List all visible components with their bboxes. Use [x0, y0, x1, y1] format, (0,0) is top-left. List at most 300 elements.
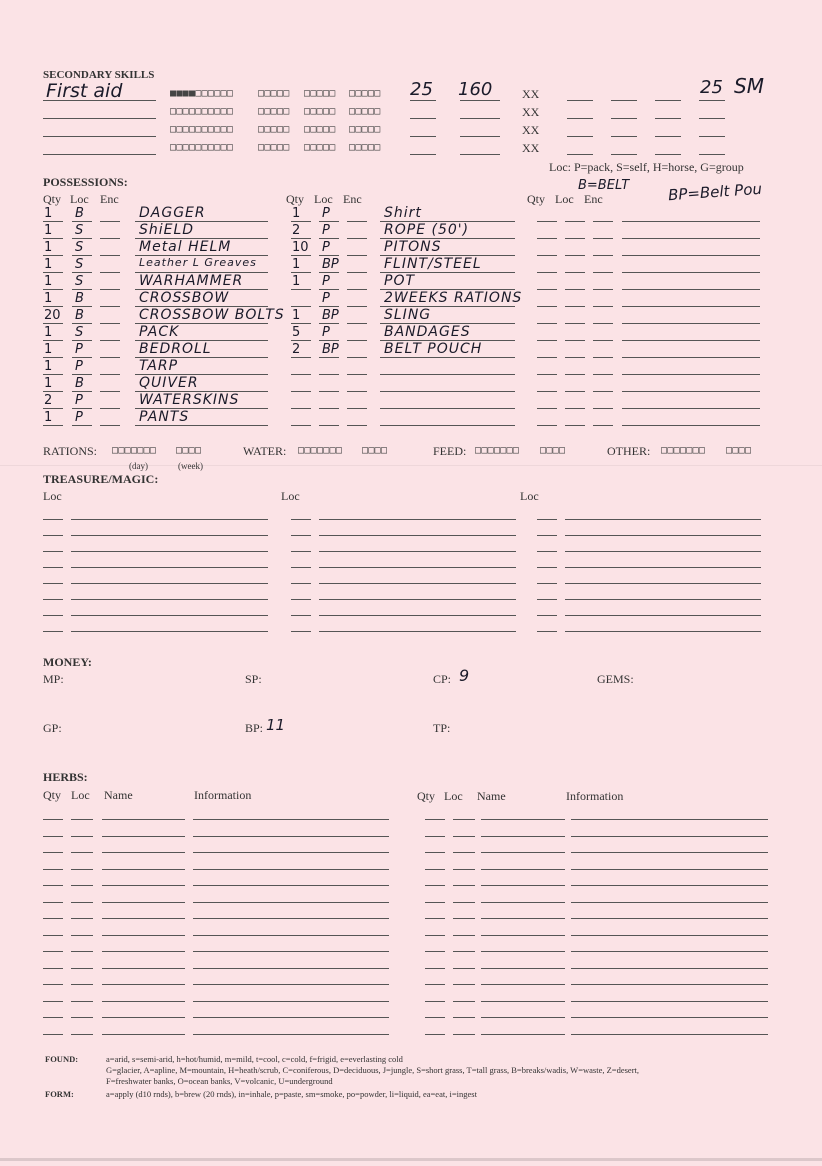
- herb-entry-line[interactable]: [71, 984, 93, 985]
- herb-entry-line[interactable]: [102, 869, 185, 870]
- possession-qty-line[interactable]: [291, 357, 311, 358]
- herb-entry-line[interactable]: [43, 935, 63, 936]
- skill-field-line[interactable]: [699, 136, 725, 137]
- possession-loc-line[interactable]: [72, 221, 92, 222]
- possession-enc-line[interactable]: [593, 323, 613, 324]
- possession-enc-line[interactable]: [593, 221, 613, 222]
- treasure-loc-line[interactable]: [291, 551, 311, 552]
- possession-loc[interactable]: P: [322, 206, 330, 221]
- possession-loc-line[interactable]: [565, 255, 585, 256]
- herb-entry-line[interactable]: [43, 819, 63, 820]
- possession-loc-line[interactable]: [72, 272, 92, 273]
- possession-item-line[interactable]: [622, 238, 760, 239]
- possession-enc-line[interactable]: [347, 306, 367, 307]
- treasure-item-line[interactable]: [319, 567, 516, 568]
- possession-qty-line[interactable]: [537, 425, 557, 426]
- herb-entry-line[interactable]: [571, 852, 768, 853]
- herb-entry-line[interactable]: [193, 968, 389, 969]
- possession-loc-line[interactable]: [319, 340, 339, 341]
- treasure-loc-line[interactable]: [537, 599, 557, 600]
- treasure-loc-line[interactable]: [537, 519, 557, 520]
- possession-loc-line[interactable]: [319, 374, 339, 375]
- herb-entry-line[interactable]: [71, 1034, 93, 1035]
- possession-loc-line[interactable]: [72, 306, 92, 307]
- skill-field-line[interactable]: [460, 136, 500, 137]
- money-bp-value[interactable]: 11: [266, 716, 286, 734]
- possession-loc-line[interactable]: [565, 306, 585, 307]
- treasure-loc-line[interactable]: [291, 615, 311, 616]
- possession-loc-line[interactable]: [319, 255, 339, 256]
- herb-entry-line[interactable]: [43, 869, 63, 870]
- herb-entry-line[interactable]: [425, 1017, 445, 1018]
- possession-qty[interactable]: 1: [292, 257, 301, 272]
- possession-qty[interactable]: 1: [44, 376, 53, 391]
- possession-item-line[interactable]: [380, 408, 515, 409]
- possession-qty-line[interactable]: [537, 306, 557, 307]
- possession-qty-line[interactable]: [43, 221, 63, 222]
- possession-enc-line[interactable]: [347, 357, 367, 358]
- herb-entry-line[interactable]: [43, 918, 63, 919]
- herb-entry-line[interactable]: [102, 819, 185, 820]
- possession-enc-line[interactable]: [100, 306, 120, 307]
- possession-enc-line[interactable]: [100, 323, 120, 324]
- possession-loc[interactable]: B: [75, 291, 84, 306]
- possession-item[interactable]: FLINT/STEEL: [384, 256, 482, 272]
- herb-entry-line[interactable]: [425, 935, 445, 936]
- possession-qty[interactable]: 1: [44, 325, 53, 340]
- possession-loc[interactable]: P: [322, 291, 330, 306]
- skill-rank-boxes[interactable]: □□□□□: [258, 142, 290, 153]
- possession-loc-line[interactable]: [565, 374, 585, 375]
- herb-entry-line[interactable]: [481, 1001, 565, 1002]
- skill-rank-boxes[interactable]: □□□□□□□□□□: [170, 142, 234, 153]
- herb-entry-line[interactable]: [453, 902, 475, 903]
- treasure-loc-line[interactable]: [43, 583, 63, 584]
- possession-qty-line[interactable]: [43, 425, 63, 426]
- possession-item[interactable]: DAGGER: [139, 205, 206, 221]
- treasure-item-line[interactable]: [71, 567, 268, 568]
- treasure-loc-line[interactable]: [43, 615, 63, 616]
- possession-loc[interactable]: P: [75, 410, 83, 425]
- herb-entry-line[interactable]: [102, 951, 185, 952]
- treasure-item-line[interactable]: [565, 599, 761, 600]
- treasure-loc-line[interactable]: [537, 631, 557, 632]
- possession-loc-line[interactable]: [319, 238, 339, 239]
- possession-loc-line[interactable]: [565, 425, 585, 426]
- treasure-loc-line[interactable]: [43, 551, 63, 552]
- herb-entry-line[interactable]: [481, 902, 565, 903]
- possession-loc[interactable]: P: [75, 342, 83, 357]
- possession-enc-line[interactable]: [593, 238, 613, 239]
- possession-enc-line[interactable]: [593, 306, 613, 307]
- herb-entry-line[interactable]: [71, 918, 93, 919]
- herb-entry-line[interactable]: [43, 951, 63, 952]
- skill-field-line[interactable]: [460, 154, 500, 155]
- herb-entry-line[interactable]: [453, 1001, 475, 1002]
- possession-loc-line[interactable]: [319, 289, 339, 290]
- possession-loc-line[interactable]: [319, 391, 339, 392]
- possession-qty[interactable]: 1: [44, 410, 53, 425]
- skill-rank-boxes[interactable]: □□□□□: [304, 124, 336, 135]
- possession-qty-line[interactable]: [291, 391, 311, 392]
- possession-enc-line[interactable]: [347, 238, 367, 239]
- herb-entry-line[interactable]: [102, 1001, 185, 1002]
- possession-item-line[interactable]: [380, 391, 515, 392]
- herb-entry-line[interactable]: [571, 1017, 768, 1018]
- skill-stat-value[interactable]: SM: [734, 74, 764, 98]
- possession-qty-line[interactable]: [537, 374, 557, 375]
- herb-entry-line[interactable]: [43, 1001, 63, 1002]
- possession-loc-line[interactable]: [72, 340, 92, 341]
- possession-qty[interactable]: 20: [44, 308, 61, 323]
- possession-qty-line[interactable]: [291, 340, 311, 341]
- water-day-boxes[interactable]: □□□□□□□: [298, 445, 343, 456]
- treasure-item-line[interactable]: [71, 583, 268, 584]
- herb-entry-line[interactable]: [453, 819, 475, 820]
- possession-item-line[interactable]: [380, 357, 515, 358]
- herb-entry-line[interactable]: [425, 984, 445, 985]
- possession-enc-line[interactable]: [593, 272, 613, 273]
- possession-qty-line[interactable]: [537, 391, 557, 392]
- possession-qty-line[interactable]: [537, 238, 557, 239]
- herb-entry-line[interactable]: [453, 935, 475, 936]
- herb-entry-line[interactable]: [43, 1017, 63, 1018]
- herb-entry-line[interactable]: [193, 819, 389, 820]
- herb-entry-line[interactable]: [571, 968, 768, 969]
- possession-loc-line[interactable]: [319, 272, 339, 273]
- skill-field-line[interactable]: [655, 118, 681, 119]
- herb-entry-line[interactable]: [193, 935, 389, 936]
- possession-qty-line[interactable]: [537, 289, 557, 290]
- herb-entry-line[interactable]: [102, 935, 185, 936]
- possession-qty-line[interactable]: [43, 374, 63, 375]
- possession-enc-line[interactable]: [593, 255, 613, 256]
- skill-field-line[interactable]: [611, 136, 637, 137]
- other-week-boxes[interactable]: □□□□: [726, 445, 752, 456]
- possession-qty[interactable]: 1: [292, 308, 301, 323]
- skill-field-line[interactable]: [410, 100, 436, 101]
- treasure-loc-line[interactable]: [291, 599, 311, 600]
- possession-loc-line[interactable]: [72, 238, 92, 239]
- herb-entry-line[interactable]: [193, 885, 389, 886]
- herb-entry-line[interactable]: [481, 1017, 565, 1018]
- possession-enc-line[interactable]: [100, 357, 120, 358]
- possession-qty[interactable]: 1: [44, 223, 53, 238]
- treasure-item-line[interactable]: [565, 615, 761, 616]
- herb-entry-line[interactable]: [71, 902, 93, 903]
- possession-qty-line[interactable]: [291, 238, 311, 239]
- treasure-item-line[interactable]: [565, 567, 761, 568]
- possession-enc-line[interactable]: [593, 408, 613, 409]
- herb-entry-line[interactable]: [453, 836, 475, 837]
- skill-field-line[interactable]: [410, 118, 436, 119]
- possession-loc[interactable]: BP: [322, 257, 339, 272]
- herb-entry-line[interactable]: [193, 951, 389, 952]
- skill-field-line[interactable]: [410, 154, 436, 155]
- possession-item-line[interactable]: [622, 221, 760, 222]
- possession-enc-line[interactable]: [100, 374, 120, 375]
- possession-loc-line[interactable]: [319, 306, 339, 307]
- possession-item-line[interactable]: [622, 374, 760, 375]
- skill-field-line[interactable]: [611, 100, 637, 101]
- possession-item-line[interactable]: [380, 425, 515, 426]
- possession-enc-line[interactable]: [100, 425, 120, 426]
- possession-enc-line[interactable]: [347, 272, 367, 273]
- possession-qty-line[interactable]: [43, 289, 63, 290]
- possession-loc-line[interactable]: [565, 340, 585, 341]
- possession-enc-line[interactable]: [347, 374, 367, 375]
- herb-entry-line[interactable]: [71, 885, 93, 886]
- possession-item-line[interactable]: [622, 323, 760, 324]
- treasure-loc-line[interactable]: [291, 567, 311, 568]
- possession-enc-line[interactable]: [347, 221, 367, 222]
- possession-loc[interactable]: B: [75, 308, 84, 323]
- possession-loc-line[interactable]: [319, 221, 339, 222]
- possession-item[interactable]: CROSSBOW BOLTS: [139, 307, 285, 323]
- possession-item-line[interactable]: [622, 391, 760, 392]
- possession-enc-line[interactable]: [100, 255, 120, 256]
- possession-item-line[interactable]: [622, 340, 760, 341]
- possession-qty-line[interactable]: [43, 255, 63, 256]
- treasure-item-line[interactable]: [565, 583, 761, 584]
- treasure-item-line[interactable]: [319, 631, 516, 632]
- skill-rank-boxes[interactable]: □□□□□: [258, 106, 290, 117]
- herb-entry-line[interactable]: [571, 935, 768, 936]
- treasure-loc-line[interactable]: [43, 567, 63, 568]
- treasure-item-line[interactable]: [319, 615, 516, 616]
- skill-field-line[interactable]: [567, 100, 593, 101]
- possession-loc-line[interactable]: [565, 323, 585, 324]
- herb-entry-line[interactable]: [453, 1034, 475, 1035]
- possession-qty-line[interactable]: [43, 306, 63, 307]
- possession-qty-line[interactable]: [537, 255, 557, 256]
- skill-value-1[interactable]: 25: [410, 79, 433, 100]
- skill-field-line[interactable]: [655, 154, 681, 155]
- other-day-boxes[interactable]: □□□□□□□: [661, 445, 706, 456]
- herb-entry-line[interactable]: [193, 852, 389, 853]
- herb-entry-line[interactable]: [193, 869, 389, 870]
- possession-item[interactable]: BEDROLL: [139, 341, 212, 357]
- herb-entry-line[interactable]: [425, 951, 445, 952]
- possession-loc-line[interactable]: [72, 425, 92, 426]
- treasure-loc-line[interactable]: [291, 631, 311, 632]
- herb-entry-line[interactable]: [102, 918, 185, 919]
- herb-entry-line[interactable]: [453, 951, 475, 952]
- herb-entry-line[interactable]: [193, 902, 389, 903]
- treasure-loc-line[interactable]: [43, 631, 63, 632]
- herb-entry-line[interactable]: [71, 1017, 93, 1018]
- herb-entry-line[interactable]: [481, 836, 565, 837]
- possession-item-line[interactable]: [622, 408, 760, 409]
- herb-entry-line[interactable]: [193, 1017, 389, 1018]
- skill-rank-boxes[interactable]: □□□□□: [304, 88, 336, 99]
- skill-field-line[interactable]: [655, 136, 681, 137]
- herb-entry-line[interactable]: [481, 951, 565, 952]
- treasure-item-line[interactable]: [71, 599, 268, 600]
- skill-field-line[interactable]: [699, 100, 725, 101]
- herb-entry-line[interactable]: [425, 836, 445, 837]
- treasure-loc-line[interactable]: [537, 567, 557, 568]
- treasure-loc-line[interactable]: [291, 583, 311, 584]
- possession-enc-line[interactable]: [100, 340, 120, 341]
- treasure-item-line[interactable]: [565, 631, 761, 632]
- herb-entry-line[interactable]: [43, 1034, 63, 1035]
- possession-enc-line[interactable]: [100, 221, 120, 222]
- possession-item[interactable]: ShiELD: [139, 222, 195, 238]
- rations-week-boxes[interactable]: □□□□: [176, 445, 202, 456]
- herb-entry-line[interactable]: [481, 935, 565, 936]
- possession-loc-line[interactable]: [72, 374, 92, 375]
- possession-item[interactable]: Shirt: [384, 205, 422, 221]
- possession-qty-line[interactable]: [43, 391, 63, 392]
- possession-loc-line[interactable]: [565, 391, 585, 392]
- possession-loc-line[interactable]: [72, 289, 92, 290]
- treasure-item-line[interactable]: [319, 519, 516, 520]
- possession-qty-line[interactable]: [291, 255, 311, 256]
- herb-entry-line[interactable]: [453, 968, 475, 969]
- herb-entry-line[interactable]: [43, 984, 63, 985]
- herb-entry-line[interactable]: [71, 852, 93, 853]
- possession-loc[interactable]: S: [75, 223, 84, 238]
- herb-entry-line[interactable]: [71, 869, 93, 870]
- herb-entry-line[interactable]: [43, 852, 63, 853]
- herb-entry-line[interactable]: [571, 819, 768, 820]
- skill-rank-boxes[interactable]: □□□□□□□□□□: [170, 106, 234, 117]
- possession-item-line[interactable]: [622, 357, 760, 358]
- possession-loc[interactable]: P: [322, 223, 330, 238]
- herb-entry-line[interactable]: [425, 968, 445, 969]
- herb-entry-line[interactable]: [102, 1017, 185, 1018]
- possession-enc-line[interactable]: [593, 340, 613, 341]
- possession-loc[interactable]: B: [75, 376, 84, 391]
- possession-item-line[interactable]: [622, 306, 760, 307]
- treasure-item-line[interactable]: [565, 535, 761, 536]
- possession-loc-line[interactable]: [565, 238, 585, 239]
- herb-entry-line[interactable]: [453, 852, 475, 853]
- possession-item[interactable]: PITONS: [384, 239, 442, 255]
- possession-loc-line[interactable]: [72, 255, 92, 256]
- herb-entry-line[interactable]: [193, 1034, 389, 1035]
- possession-item-line[interactable]: [622, 255, 760, 256]
- possession-qty-line[interactable]: [291, 425, 311, 426]
- herb-entry-line[interactable]: [571, 984, 768, 985]
- possession-qty-line[interactable]: [537, 357, 557, 358]
- treasure-loc-line[interactable]: [537, 583, 557, 584]
- possession-enc-line[interactable]: [347, 408, 367, 409]
- herb-entry-line[interactable]: [481, 819, 565, 820]
- herb-entry-line[interactable]: [571, 951, 768, 952]
- treasure-item-line[interactable]: [565, 519, 761, 520]
- herb-entry-line[interactable]: [481, 885, 565, 886]
- possession-loc-line[interactable]: [565, 408, 585, 409]
- skill-rank-boxes[interactable]: □□□□□: [349, 142, 381, 153]
- possession-item[interactable]: WARHAMMER: [139, 273, 244, 289]
- herb-entry-line[interactable]: [193, 836, 389, 837]
- possession-item[interactable]: PANTS: [139, 409, 190, 425]
- herb-entry-line[interactable]: [481, 918, 565, 919]
- possession-loc[interactable]: S: [75, 274, 84, 289]
- possession-item[interactable]: ROPE (50'): [384, 222, 470, 238]
- possession-qty[interactable]: 1: [44, 274, 53, 289]
- possession-qty[interactable]: 2: [292, 223, 301, 238]
- possession-loc-line[interactable]: [72, 323, 92, 324]
- possession-loc-line[interactable]: [319, 357, 339, 358]
- treasure-item-line[interactable]: [71, 535, 268, 536]
- skill-rank-boxes[interactable]: □□□□□: [304, 142, 336, 153]
- possession-qty-line[interactable]: [537, 340, 557, 341]
- possession-enc-line[interactable]: [100, 391, 120, 392]
- possession-loc[interactable]: P: [322, 325, 330, 340]
- possession-item[interactable]: POT: [384, 273, 416, 289]
- treasure-loc-line[interactable]: [537, 615, 557, 616]
- treasure-item-line[interactable]: [565, 551, 761, 552]
- possession-loc[interactable]: S: [75, 240, 84, 255]
- herb-entry-line[interactable]: [425, 918, 445, 919]
- possession-loc[interactable]: P: [322, 240, 330, 255]
- possession-qty-line[interactable]: [291, 374, 311, 375]
- possession-loc-line[interactable]: [72, 391, 92, 392]
- herb-entry-line[interactable]: [102, 885, 185, 886]
- possession-item[interactable]: QUIVER: [139, 375, 199, 391]
- possession-loc[interactable]: P: [75, 359, 83, 374]
- possession-loc-line[interactable]: [565, 289, 585, 290]
- possession-qty[interactable]: 2: [292, 342, 301, 357]
- herb-entry-line[interactable]: [481, 984, 565, 985]
- skill-field-line[interactable]: [655, 100, 681, 101]
- possession-qty-line[interactable]: [537, 323, 557, 324]
- herb-entry-line[interactable]: [425, 1001, 445, 1002]
- possession-enc-line[interactable]: [100, 408, 120, 409]
- herb-entry-line[interactable]: [453, 918, 475, 919]
- herb-entry-line[interactable]: [571, 1034, 768, 1035]
- possession-qty[interactable]: 1: [44, 359, 53, 374]
- treasure-loc-line[interactable]: [291, 519, 311, 520]
- herb-entry-line[interactable]: [102, 968, 185, 969]
- possession-qty-line[interactable]: [291, 221, 311, 222]
- possession-qty[interactable]: 1: [44, 257, 53, 272]
- possession-item[interactable]: BELT POUCH: [384, 341, 483, 357]
- skill-rank-boxes[interactable]: □□□□□: [349, 88, 381, 99]
- herb-entry-line[interactable]: [71, 1001, 93, 1002]
- possession-enc-line[interactable]: [100, 289, 120, 290]
- skill-field-line[interactable]: [611, 154, 637, 155]
- possession-loc-line[interactable]: [565, 221, 585, 222]
- possession-qty[interactable]: 1: [292, 274, 301, 289]
- herb-entry-line[interactable]: [453, 885, 475, 886]
- possession-enc-line[interactable]: [347, 289, 367, 290]
- skill-name-line[interactable]: [43, 118, 156, 119]
- possession-loc[interactable]: B: [75, 206, 84, 221]
- rations-day-boxes[interactable]: □□□□□□□: [112, 445, 157, 456]
- skill-rank-boxes[interactable]: ■■■■□□□□□□: [170, 88, 234, 99]
- skill-field-line[interactable]: [460, 100, 500, 101]
- skill-rank-boxes[interactable]: □□□□□: [304, 106, 336, 117]
- herb-entry-line[interactable]: [453, 1017, 475, 1018]
- possession-qty-line[interactable]: [43, 408, 63, 409]
- possession-loc[interactable]: BP: [322, 342, 339, 357]
- treasure-loc-line[interactable]: [43, 599, 63, 600]
- possession-loc-line[interactable]: [72, 408, 92, 409]
- possession-item[interactable]: Metal HELM: [139, 239, 232, 255]
- treasure-item-line[interactable]: [319, 535, 516, 536]
- herb-entry-line[interactable]: [453, 869, 475, 870]
- possession-item[interactable]: Leather L Greaves: [139, 256, 257, 269]
- possession-qty[interactable]: 1: [44, 342, 53, 357]
- possession-qty[interactable]: 10: [292, 240, 309, 255]
- possession-item[interactable]: PACK: [139, 324, 180, 340]
- skill-rank-boxes[interactable]: □□□□□: [349, 106, 381, 117]
- treasure-item-line[interactable]: [71, 551, 268, 552]
